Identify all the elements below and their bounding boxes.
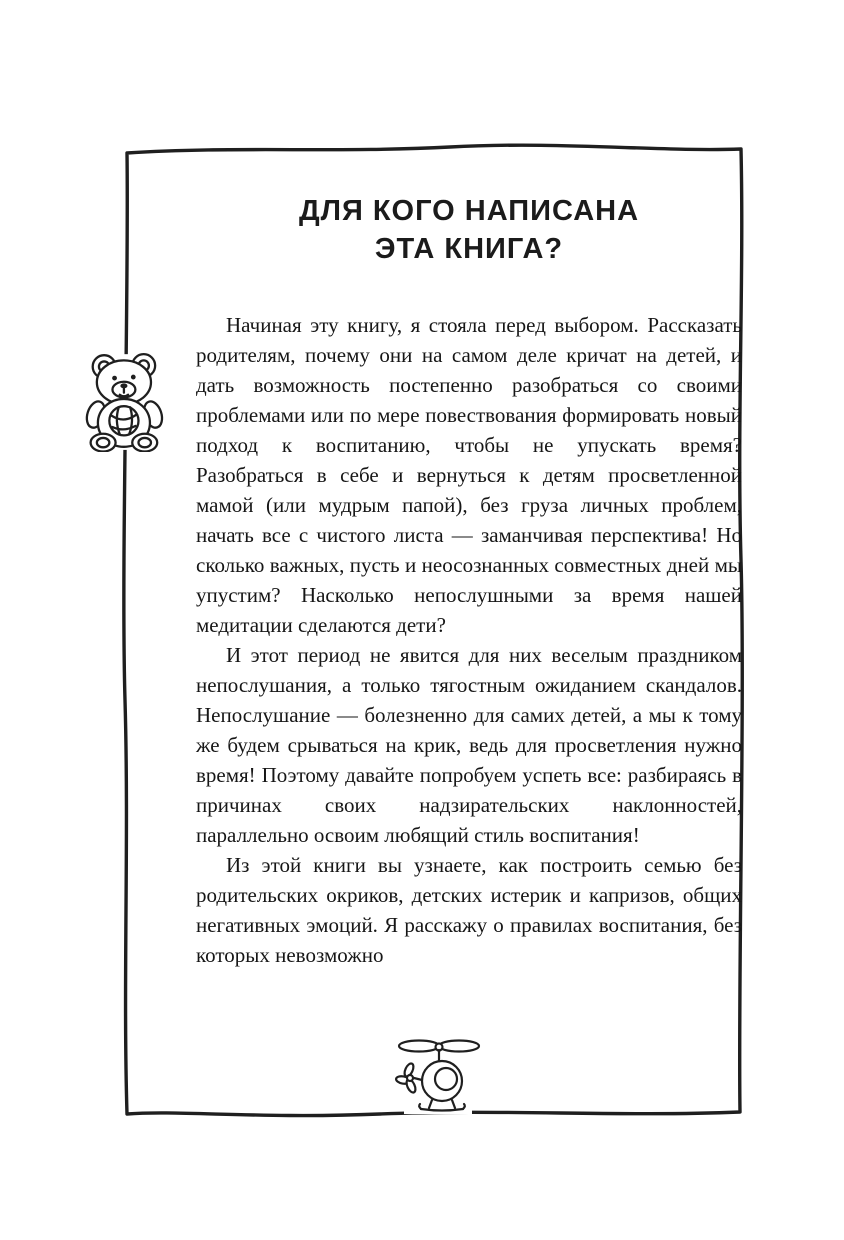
paragraph-2: И этот период не явится для них веселым праздником непослушания, а только тягостным ожиданием скандалов. Непослушание — болезненно для самих детей, а мы к тому же будем срываться на крик, ведь для просветления нужно время! Поэтому давайте попробуем успеть все: разбираясь в причинах своих надзирательских наклонностей, параллельно освоим любящий стиль воспитания! <box>196 643 742 847</box>
page-title-line-1: ДЛЯ КОГО НАПИСАНА <box>298 195 640 227</box>
body-text <box>196 310 742 970</box>
page-content <box>196 192 742 970</box>
teddy-bear-icon <box>82 350 170 452</box>
helicopter-icon <box>394 1034 482 1122</box>
page-title <box>196 192 742 268</box>
page-title-line-2: ЭТА КНИГА? <box>374 233 564 265</box>
paragraph-3: Из этой книги вы узнаете, как построить семью без родительских окриков, детских истерик и капризов, общих негативных эмоций. Я расскажу о правилах воспитания, без которых невозможно <box>196 853 742 967</box>
paragraph-1: Начиная эту книгу, я стояла перед выбором. Рассказать родителям, почему они на самом деле кричат на детей, и дать возможность постепенно разобраться со своими проблемами или по мере повествования формировать новый подход к воспитанию, чтобы не упускать время? Разобраться в себе и вернуться к детям просветленной мамой (или мудрым папой), без груза личных проблем, начать все с чистого листа — заманчивая перспектива! Но сколько важных, пусть и неосознанных совместных дней мы упустим? Насколько непослушными за время нашей медитации сделаются дети? <box>196 313 742 637</box>
